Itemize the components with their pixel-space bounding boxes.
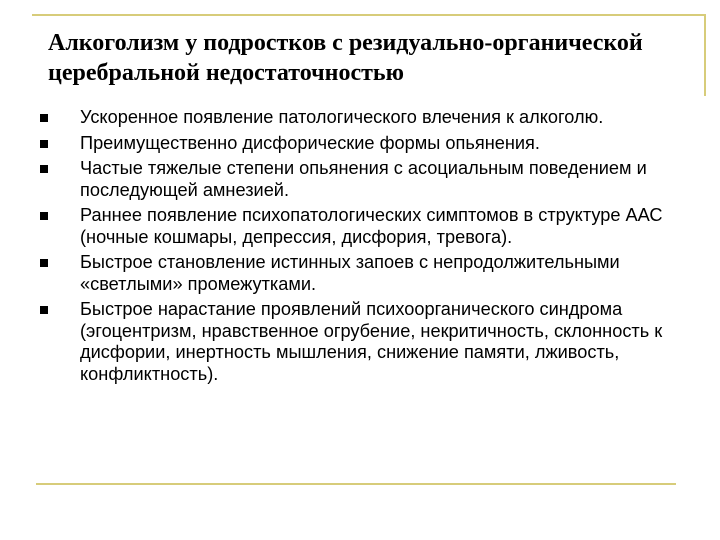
bullet-list: [40, 107, 675, 389]
bullet-item-3: [40, 158, 675, 201]
square-bullet-icon: [40, 165, 48, 173]
bullet-item-2: [40, 133, 675, 155]
bullet-text: Частые тяжелые степени опьянения с асоциальным поведением и последующей амнезией.: [80, 158, 647, 200]
bullet-text: Быстрое нарастание проявлений психоорганического синдрома (эгоцентризм, нравственное огрубение, некритичность, склонность к дисфории, инертность мышления, снижение памяти, лживость, конфликтность).: [80, 299, 663, 384]
bullet-text: Преимущественно дисфорические формы опьянения.: [80, 132, 540, 153]
bullet-text: Ускоренное появление патологического влечения к алкоголю.: [80, 107, 604, 127]
square-bullet-icon: [40, 306, 48, 314]
bullet-item-6: [40, 299, 675, 385]
square-bullet-icon: [40, 212, 48, 220]
square-bullet-icon: [40, 140, 48, 148]
bullet-text: Раннее появление психопатологических симптомов в структуре ААС (ночные кошмары, депрессия, дисфория, тревога).: [80, 205, 663, 247]
bullet-text: Быстрое становление истинных запоев с непродолжительными «светлыми» промежутками.: [80, 252, 620, 294]
bullet-item-1: [40, 107, 675, 129]
square-bullet-icon: [40, 114, 48, 122]
slide-title: Алкоголизм у подростков с резидуально-органической церебральной недостаточностью: [48, 30, 643, 86]
square-bullet-icon: [40, 259, 48, 267]
bullet-item-4: [40, 205, 675, 248]
bottom-divider-line: [36, 483, 676, 485]
bullet-item-5: [40, 252, 675, 295]
